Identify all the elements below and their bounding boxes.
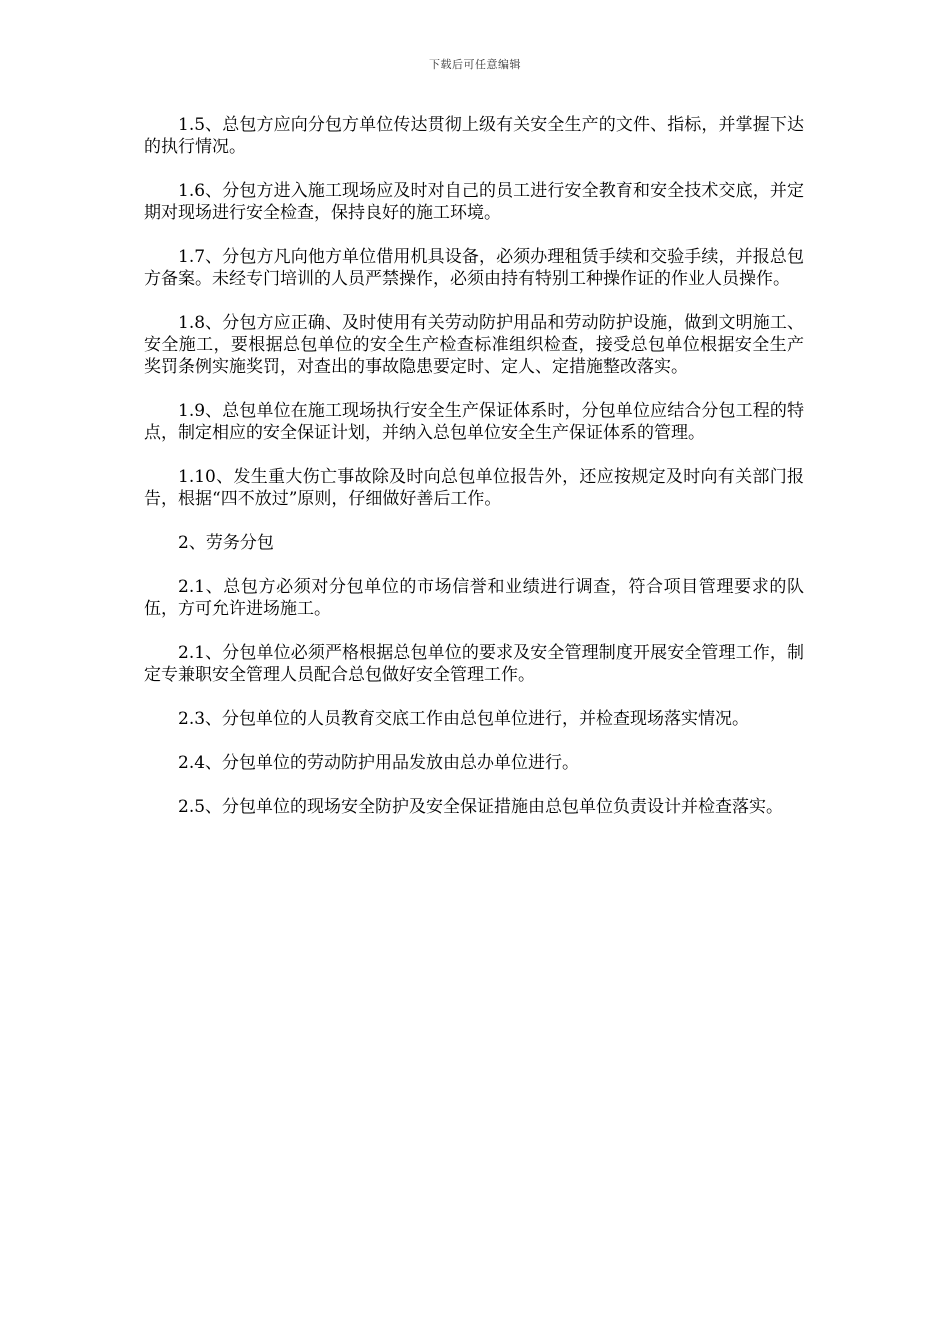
- paragraph-2-5: 2.5、分包单位的现场安全防护及安全保证措施由总包单位负责设计并检查落实。: [178, 797, 784, 817]
- paragraph-1-5: 1.5、总包方应向分包方单位传达贯彻上级有关安全生产的文件、指标，并掌握下达的执行情况。: [144, 115, 804, 157]
- paragraph-2-3: 2.3、分包单位的人员教育交底工作由总包单位进行，并检查现场落实情况。: [178, 709, 750, 729]
- paragraph-1-10: 1.10、发生重大伤亡事故除及时向总包单位报告外，还应按规定及时向有关部门报告，根据“四不放过”原则，仔细做好善后工作。: [144, 467, 804, 509]
- paragraph-2-4: 2.4、分包单位的劳动防护用品发放由总办单位进行。: [178, 753, 580, 773]
- paragraph-1-6: 1.6、分包方进入施工现场应及时对自己的员工进行安全教育和安全技术交底，并定期对现场进行安全检查，保持良好的施工环境。: [144, 181, 804, 223]
- document-body: [144, 114, 804, 840]
- page-header: 下载后可任意编辑: [429, 58, 521, 71]
- paragraph-1-8: 1.8、分包方应正确、及时使用有关劳动防护用品和劳动防护设施，做到文明施工、安全施工，要根据总包单位的安全生产检查标准组织检查，接受总包单位根据安全生产奖罚条例实施奖罚，对查出的事故隐患要定时、定人、定措施整改落实。: [144, 313, 804, 377]
- paragraph-2-1-a: 2.1、总包方必须对分包单位的市场信誉和业绩进行调查，符合项目管理要求的队伍，方可允许进场施工。: [144, 577, 804, 619]
- paragraph-1-7: 1.7、分包方凡向他方单位借用机具设备，必须办理租赁手续和交验手续，并报总包方备案。未经专门培训的人员严禁操作，必须由持有特别工种操作证的作业人员操作。: [144, 247, 804, 289]
- paragraph-1-9: 1.9、总包单位在施工现场执行安全生产保证体系时，分包单位应结合分包工程的特点，制定相应的安全保证计划，并纳入总包单位安全生产保证体系的管理。: [144, 401, 804, 443]
- paragraph-2-1-b: 2.1、分包单位必须严格根据总包单位的要求及安全管理制度开展安全管理工作，制定专兼职安全管理人员配合总包做好安全管理工作。: [144, 643, 804, 685]
- section-heading-2: 2、劳务分包: [178, 533, 274, 553]
